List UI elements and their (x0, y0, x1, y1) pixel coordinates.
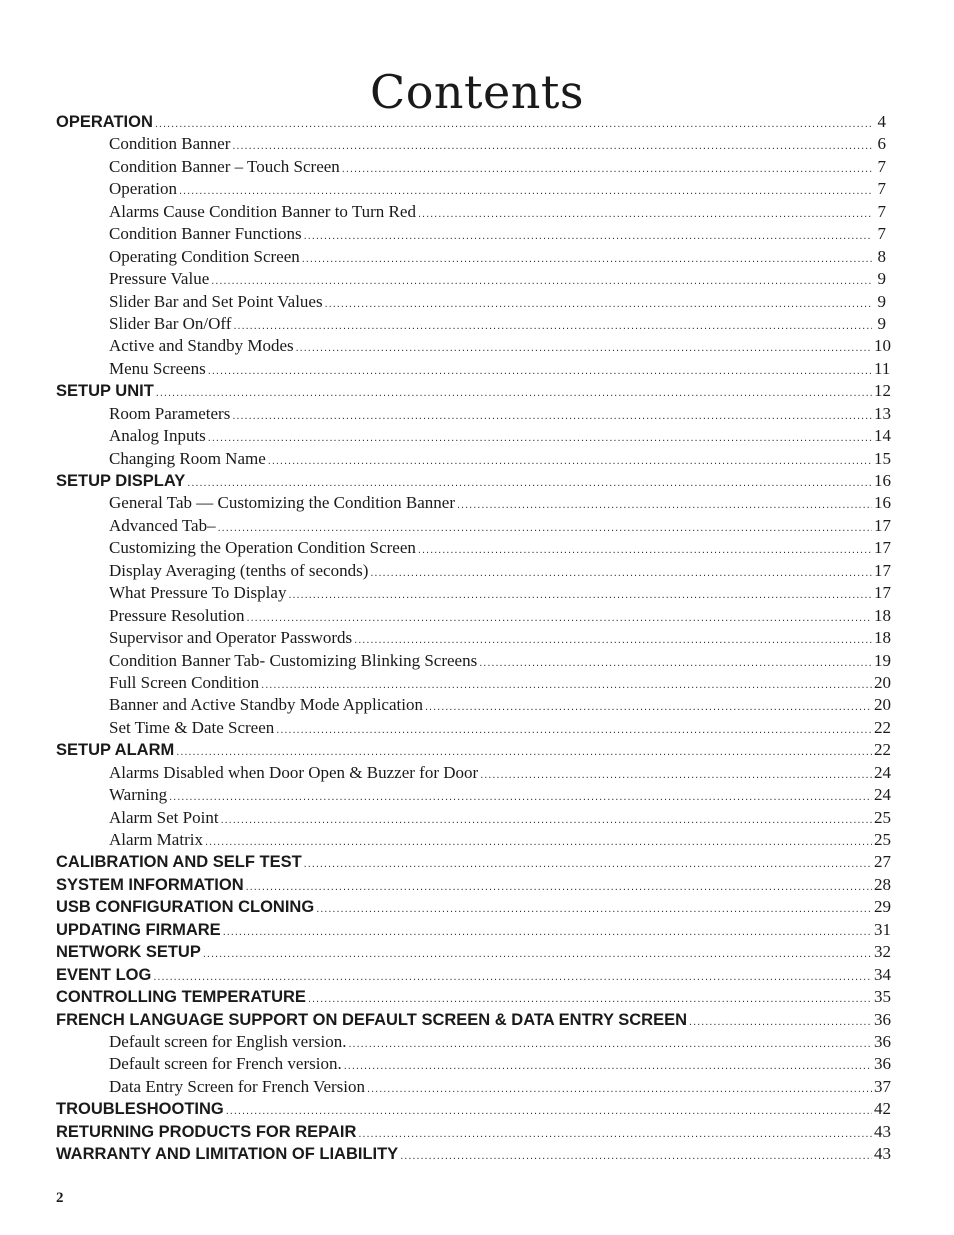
toc-entry-label: Slider Bar On/Off (109, 313, 232, 333)
dot-leader (169, 786, 872, 808)
toc-entry-page-number: 24 (874, 785, 891, 805)
toc-entry-label: Alarm Matrix (109, 830, 203, 849)
dot-leader (205, 831, 872, 853)
toc-entry-label: FRENCH LANGUAGE SUPPORT ON DEFAULT SCREEN & DATA ENTRY SCREEN (56, 1010, 688, 1029)
toc-entry-label: Operating Condition Screen (109, 246, 300, 266)
toc-entry-page-number: 43 (874, 1144, 891, 1164)
toc-entry-page-number: 36 (874, 1031, 891, 1051)
dot-leader (203, 943, 872, 965)
toc-entry-label: Condition Banner Tab- Customizing Blinking Screens (109, 650, 478, 670)
dot-leader (155, 113, 872, 135)
toc-entry-label: Pressure Resolution (109, 605, 245, 625)
toc-section-entry[interactable] (56, 1121, 891, 1143)
dot-leader (354, 629, 872, 651)
toc-entry-label: USB CONFIGURATION CLONING (56, 898, 315, 917)
toc-entry-label: SETUP UNIT (56, 382, 154, 401)
toc-subsection-entry[interactable] (56, 605, 891, 627)
toc-entry-page-number: 12 (874, 381, 891, 401)
toc-subsection-entry[interactable] (56, 1076, 891, 1098)
toc-entry-page-number: 9 (877, 269, 886, 289)
toc-subsection-entry[interactable] (56, 650, 891, 672)
toc-section-entry[interactable] (56, 470, 891, 492)
toc-section-entry[interactable] (56, 896, 891, 918)
dot-leader (208, 427, 872, 449)
toc-entry-page-number: 29 (874, 897, 891, 917)
toc-subsection-entry[interactable] (56, 672, 891, 694)
toc-subsection-entry[interactable] (56, 807, 891, 829)
dot-leader (296, 337, 872, 359)
toc-subsection-entry[interactable] (56, 515, 891, 537)
toc-section-entry[interactable] (56, 874, 891, 896)
toc-entry-page-number: 25 (874, 830, 891, 849)
toc-entry-label: Condition Banner (109, 134, 231, 154)
toc-entry-label: Default screen for English version. (109, 1031, 347, 1051)
toc-entry-label: Analog Inputs (109, 426, 206, 446)
toc-entry-page-number: 6 (877, 134, 886, 154)
toc-entry-page-number: 16 (874, 471, 891, 490)
toc-entry-page-number: 24 (874, 762, 891, 782)
dot-leader (479, 652, 872, 674)
toc-entry-page-number: 34 (874, 964, 891, 984)
toc-subsection-entry[interactable] (56, 358, 891, 380)
toc-entry-page-number: 7 (877, 201, 886, 221)
dot-leader (418, 203, 872, 225)
toc-entry-page-number: 17 (874, 583, 891, 603)
toc-entry-label: Menu Screens (109, 358, 206, 378)
toc-entry-label: Banner and Active Standby Mode Application (109, 695, 423, 715)
toc-subsection-entry[interactable] (56, 313, 886, 335)
toc-entry-page-number: 16 (874, 493, 891, 513)
dot-leader (344, 1055, 872, 1077)
toc-entry-page-number: 17 (874, 538, 891, 558)
toc-entry-page-number: 22 (874, 740, 891, 760)
toc-subsection-entry[interactable] (56, 133, 886, 155)
toc-entry-label: NETWORK SETUP (56, 943, 201, 962)
toc-subsection-entry[interactable] (56, 492, 891, 514)
toc-entry-page-number: 28 (874, 874, 891, 894)
toc-section-entry[interactable] (56, 1098, 891, 1120)
toc-entry-page-number: 8 (877, 246, 886, 266)
toc-entry-page-number: 7 (877, 156, 886, 176)
dot-leader (211, 270, 872, 292)
toc-entry-page-number: 20 (874, 672, 891, 692)
toc-entry-label: EVENT LOG (56, 965, 152, 984)
toc-entry-page-number: 11 (874, 358, 891, 378)
toc-entry-label: What Pressure To Display (109, 583, 287, 603)
toc-subsection-entry[interactable] (56, 425, 891, 447)
toc-subsection-entry[interactable] (56, 403, 891, 425)
toc-section-entry[interactable] (56, 1009, 891, 1031)
toc-entry-page-number: 31 (874, 919, 891, 939)
dot-leader (325, 293, 872, 315)
toc-section-entry[interactable] (56, 111, 886, 133)
toc-subsection-entry[interactable] (56, 291, 886, 313)
toc-entry-label: Alarms Disabled when Door Open & Buzzer for Door (109, 762, 479, 782)
toc-entry-page-number: 20 (874, 695, 891, 715)
toc-entry-page-number: 9 (877, 313, 886, 333)
toc-section-entry[interactable] (56, 1143, 891, 1165)
dot-leader (480, 764, 872, 786)
toc-entry-page-number: 36 (874, 1054, 891, 1074)
toc-subsection-entry[interactable] (56, 448, 891, 470)
dot-leader (367, 1078, 872, 1100)
table-of-contents (56, 111, 891, 1166)
toc-section-entry[interactable] (56, 739, 891, 761)
dot-leader (316, 898, 872, 920)
dot-leader (223, 921, 872, 943)
toc-entry-label: TROUBLESHOOTING (56, 1100, 224, 1119)
toc-entry-label: Operation (109, 179, 177, 199)
dot-leader (232, 405, 872, 427)
toc-subsection-entry[interactable] (56, 627, 891, 649)
toc-entry-label: Slider Bar and Set Point Values (109, 291, 323, 311)
toc-section-entry[interactable] (56, 380, 891, 402)
toc-entry-label: Advanced Tab– (109, 515, 216, 535)
toc-entry-page-number: 22 (874, 717, 891, 737)
toc-section-entry[interactable] (56, 919, 891, 941)
toc-section-entry[interactable] (56, 964, 891, 986)
toc-entry-page-number: 37 (874, 1076, 891, 1096)
dot-leader (342, 158, 872, 180)
dot-leader (156, 382, 872, 404)
toc-entry-page-number: 43 (874, 1121, 891, 1141)
toc-entry-label: Set Time & Date Screen (109, 717, 275, 737)
toc-subsection-entry[interactable] (56, 335, 891, 357)
dot-leader (358, 1123, 872, 1145)
toc-subsection-entry[interactable] (56, 1031, 891, 1053)
dot-leader (218, 517, 872, 539)
toc-entry-label: UPDATING FIRMARE (56, 920, 221, 939)
toc-entry-label: RETURNING PRODUCTS FOR REPAIR (56, 1122, 357, 1141)
toc-subsection-entry[interactable] (56, 560, 891, 582)
toc-entry-page-number: 42 (874, 1099, 891, 1119)
toc-entry-page-number: 17 (874, 515, 891, 535)
toc-subsection-entry[interactable] (56, 762, 891, 784)
toc-entry-label: CALIBRATION AND SELF TEST (56, 853, 302, 872)
toc-entry-page-number: 36 (874, 1009, 891, 1029)
toc-entry-page-number: 15 (874, 448, 891, 468)
dot-leader (179, 180, 872, 202)
dot-leader (246, 876, 872, 898)
toc-section-entry[interactable] (56, 941, 891, 963)
toc-entry-label: Warning (109, 785, 168, 805)
toc-section-entry[interactable] (56, 986, 891, 1008)
dot-leader (308, 988, 872, 1010)
toc-entry-label: SETUP DISPLAY (56, 472, 186, 490)
page-number: 2 (56, 1190, 64, 1206)
toc-entry-label: CONTROLLING TEMPERATURE (56, 988, 306, 1007)
dot-leader (689, 1011, 872, 1033)
toc-entry-label: Condition Banner – Touch Screen (109, 156, 340, 176)
dot-leader (304, 853, 872, 875)
dot-leader (247, 607, 872, 629)
toc-subsection-entry[interactable] (56, 717, 891, 739)
toc-entry-page-number: 13 (874, 403, 891, 423)
toc-entry-label: Data Entry Screen for French Version (109, 1076, 366, 1096)
toc-section-entry[interactable] (56, 851, 891, 873)
toc-subsection-entry[interactable] (56, 537, 891, 559)
dot-leader (288, 584, 872, 606)
toc-subsection-entry[interactable] (56, 156, 886, 178)
dot-leader (208, 360, 872, 382)
toc-entry-label: Customizing the Operation Condition Screen (109, 538, 416, 558)
toc-subsection-entry[interactable] (56, 268, 886, 290)
toc-entry-label: SYSTEM INFORMATION (56, 875, 244, 894)
toc-entry-page-number: 17 (874, 560, 891, 580)
toc-subsection-entry[interactable] (56, 201, 886, 223)
dot-leader (370, 562, 872, 584)
dot-leader (233, 315, 872, 337)
toc-entry-label: Full Screen Condition (109, 672, 260, 692)
dot-leader (348, 1033, 872, 1055)
toc-entry-label: SETUP ALARM (56, 741, 175, 760)
toc-entry-label: Changing Room Name (109, 448, 266, 468)
toc-entry-page-number: 7 (877, 179, 886, 199)
toc-entry-label: OPERATION (56, 113, 153, 131)
toc-entry-page-number: 35 (874, 987, 891, 1007)
toc-entry-page-number: 27 (874, 852, 891, 872)
toc-entry-label: Display Averaging (tenths of seconds) (109, 560, 369, 580)
toc-subsection-entry[interactable] (56, 694, 891, 716)
toc-entry-label: Condition Banner Functions (109, 224, 302, 244)
dot-leader (302, 248, 872, 270)
dot-leader (276, 719, 872, 741)
toc-entry-page-number: 32 (874, 942, 891, 962)
toc-subsection-entry[interactable] (56, 582, 891, 604)
toc-entry-page-number: 18 (874, 628, 891, 648)
toc-entry-page-number: 4 (877, 112, 886, 131)
dot-leader (425, 696, 872, 718)
toc-entry-label: WARRANTY AND LIMITATION OF LIABILITY (56, 1145, 399, 1164)
dot-leader (187, 472, 872, 494)
toc-subsection-entry[interactable] (56, 784, 891, 806)
toc-entry-page-number: 25 (874, 807, 891, 827)
toc-entry-label: Alarm Set Point (109, 807, 219, 827)
dot-leader (232, 135, 872, 157)
dot-leader (226, 1100, 872, 1122)
toc-subsection-entry[interactable] (56, 178, 886, 200)
toc-entry-page-number: 18 (874, 605, 891, 625)
dot-leader (221, 809, 872, 831)
toc-entry-label: Pressure Value (109, 269, 210, 289)
toc-entry-label: Alarms Cause Condition Banner to Turn Red (109, 201, 416, 221)
toc-entry-label: Active and Standby Modes (109, 336, 294, 356)
toc-subsection-entry[interactable] (56, 246, 886, 268)
toc-entry-page-number: 9 (877, 291, 886, 311)
toc-entry-page-number: 19 (874, 650, 891, 670)
dot-leader (457, 494, 872, 516)
toc-entry-label: Room Parameters (109, 403, 231, 423)
page-title: Contents (370, 64, 584, 119)
toc-entry-page-number: 10 (874, 336, 891, 356)
toc-subsection-entry[interactable] (56, 223, 886, 245)
dot-leader (176, 741, 872, 763)
dot-leader (153, 966, 872, 988)
toc-entry-page-number: 14 (874, 426, 891, 446)
dot-leader (304, 225, 872, 247)
toc-subsection-entry[interactable] (56, 1053, 891, 1075)
dot-leader (268, 450, 872, 472)
toc-subsection-entry[interactable] (56, 829, 891, 851)
toc-entry-page-number: 7 (877, 224, 886, 244)
toc-entry-label: Supervisor and Operator Passwords (109, 628, 353, 648)
toc-entry-label: Default screen for French version. (109, 1054, 342, 1074)
dot-leader (261, 674, 872, 696)
dot-leader (418, 539, 872, 561)
dot-leader (400, 1145, 872, 1167)
toc-entry-label: General Tab — Customizing the Condition Banner (109, 493, 455, 513)
